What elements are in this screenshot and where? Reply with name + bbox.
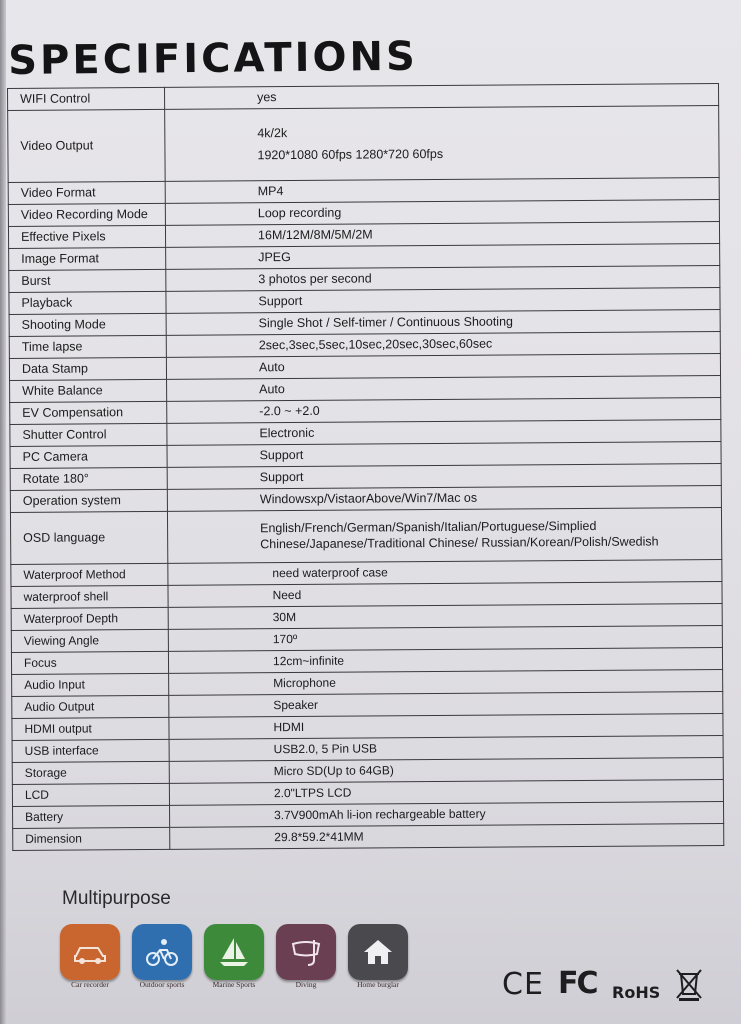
spec-value-line: English/French/German/Spanish/Italian/Portuguese/Simplied: [260, 518, 597, 536]
spec-value: JPEG: [166, 244, 720, 270]
spec-row: [10, 508, 721, 565]
spec-label: Time lapse: [9, 335, 166, 358]
spec-label: waterproof shell: [11, 585, 168, 608]
spec-value: Single Shot / Self-timer / Continuous Shooting: [166, 310, 720, 336]
page-title: SPECIFICATIONS: [8, 33, 419, 84]
rohs-mark: RoHS: [612, 983, 661, 1002]
spec-label: Video Output: [8, 109, 165, 182]
spec-label: HDMI output: [12, 717, 169, 740]
spec-value: HDMI: [169, 714, 723, 740]
spec-label: Viewing Angle: [11, 629, 168, 652]
spec-value-line: Chinese/Japanese/Traditional Chinese/ Russian/Korean/Polish/Swedish: [260, 533, 659, 551]
spec-label: EV Compensation: [10, 401, 167, 424]
spec-value: Auto: [166, 354, 720, 380]
ce-mark: CE: [502, 967, 544, 1002]
spec-value: Loop recording: [165, 200, 719, 226]
spec-value-lines: [257, 123, 708, 163]
spec-table-container: [7, 83, 724, 851]
spec-label: Image Format: [9, 247, 166, 270]
spec-value: 16M/12M/8M/5M/2M: [165, 222, 719, 248]
spec-value: need waterproof case: [168, 560, 722, 586]
spec-value: 29.8*59.2*41MM: [170, 824, 724, 850]
house-icon: [358, 932, 398, 972]
spec-value-lines: [260, 518, 711, 552]
cyclist-icon: [142, 932, 182, 972]
spec-label: WIFI Control: [8, 87, 165, 110]
car-recorder-label: Car recorder: [71, 980, 109, 989]
multipurpose-heading: Multipurpose: [62, 888, 171, 909]
marine-sports-label: Marine Sports: [212, 980, 256, 989]
spec-table: [7, 83, 724, 851]
spec-label: Audio Output: [12, 695, 169, 718]
spec-value: Speaker: [169, 692, 723, 718]
spec-table-body: [8, 84, 724, 851]
spec-label: Video Recording Mode: [8, 203, 165, 226]
spec-value: Support: [167, 442, 721, 468]
spec-value: 2sec,3sec,5sec,10sec,20sec,30sec,60sec: [166, 332, 720, 358]
fc-mark: FC: [558, 966, 597, 1001]
spec-value: USB2.0, 5 Pin USB: [169, 736, 723, 762]
home-burglar-tile: [348, 924, 408, 980]
spec-label: Data Stamp: [9, 357, 166, 380]
spec-label: Waterproof Depth: [11, 607, 168, 630]
diving-tile: [276, 924, 336, 980]
spec-value: 3 photos per second: [166, 266, 720, 292]
spec-label: Burst: [9, 269, 166, 292]
spec-label: Rotate 180°: [10, 467, 167, 490]
home-burglar-label: Home burglar: [357, 980, 399, 989]
outdoor-sports-label: Outdoor sports: [139, 980, 185, 989]
spec-value-line: 4k/2k: [257, 125, 288, 141]
crossed-bin-icon: [674, 966, 704, 1007]
spec-value: [167, 508, 721, 564]
car-icon: [70, 932, 110, 972]
spec-value: Support: [167, 464, 721, 490]
spec-row: [13, 824, 724, 851]
spec-value: Need: [168, 582, 722, 608]
outdoor-sports-tile: [132, 924, 192, 980]
spec-label: Operation system: [10, 489, 167, 512]
spec-value: yes: [164, 84, 718, 110]
spec-value: [165, 106, 719, 182]
spec-value: 12cm~infinite: [168, 648, 722, 674]
marine-sports-tile: [204, 924, 264, 980]
spec-value: -2.0 ~ +2.0: [167, 398, 721, 424]
spec-label: Waterproof Method: [11, 563, 168, 586]
spec-value: MP4: [165, 178, 719, 204]
spec-value: Micro SD(Up to 64GB): [169, 758, 723, 784]
spec-value: Support: [166, 288, 720, 314]
box-edge: [0, 0, 6, 1024]
spec-row: [8, 106, 719, 183]
spec-value: 30M: [168, 604, 722, 630]
spec-label: Battery: [13, 805, 170, 828]
spec-value: Electronic: [167, 420, 721, 446]
spec-value: Auto: [167, 376, 721, 402]
spec-label: Shooting Mode: [9, 313, 166, 336]
spec-label: Playback: [9, 291, 166, 314]
spec-label: White Balance: [10, 379, 167, 402]
spec-label: Focus: [11, 651, 168, 674]
spec-value: Windowsxp/VistaorAbove/Win7/Mac os: [167, 486, 721, 512]
spec-label: Audio Input: [12, 673, 169, 696]
spec-label: Storage: [12, 761, 169, 784]
spec-label: PC Camera: [10, 445, 167, 468]
spec-value: Microphone: [169, 670, 723, 696]
sailboat-icon: [214, 932, 254, 972]
spec-value: 3.7V900mAh li-ion rechargeable battery: [170, 802, 724, 828]
car-recorder-tile: [60, 924, 120, 980]
spec-label: Shutter Control: [10, 423, 167, 446]
spec-label: Video Format: [8, 181, 165, 204]
spec-label: USB interface: [12, 739, 169, 762]
spec-value: 170º: [168, 626, 722, 652]
spec-label: Dimension: [13, 827, 170, 850]
diving-label: Diving: [295, 980, 317, 989]
spec-label: OSD language: [10, 511, 167, 564]
spec-value: 2.0"LTPS LCD: [169, 780, 723, 806]
diving-mask-icon: [286, 932, 326, 972]
spec-label: LCD: [12, 783, 169, 806]
spec-label: Effective Pixels: [8, 225, 165, 248]
usage-icons: [60, 924, 430, 994]
spec-value-line: 1920*1080 60fps 1280*720 60fps: [257, 146, 444, 162]
